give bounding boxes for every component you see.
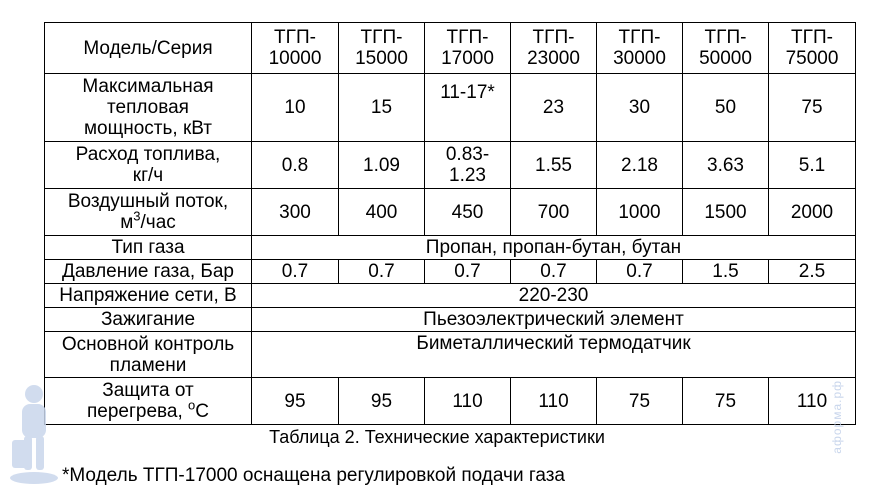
- spec-table: [44, 22, 856, 425]
- model-cell: [683, 23, 769, 74]
- model-number: 50000: [699, 48, 752, 69]
- voltage-label: Напряжение сети, В: [45, 284, 252, 308]
- value-cell: 700: [511, 189, 597, 236]
- airflow-row: [45, 189, 856, 236]
- value-cell: 5.1: [769, 142, 856, 189]
- value-cell: 0.7: [425, 260, 511, 284]
- model-prefix: ТГП-: [360, 27, 403, 48]
- value-cell: 95: [252, 378, 339, 425]
- overheat-label: Защита от перегрева, $^о$С: [45, 378, 252, 425]
- power-label: Максимальная тепловая мощность, кВт: [45, 74, 252, 142]
- model-cell: [252, 23, 339, 74]
- overheat-row: [45, 378, 856, 425]
- value-cell: 400: [339, 189, 425, 236]
- value-cell: 95: [339, 378, 425, 425]
- value-cell: 2.18: [597, 142, 683, 189]
- worker-figure-icon: [4, 380, 64, 490]
- model-prefix: ТГП-: [704, 27, 747, 48]
- value-cell: 450: [425, 189, 511, 236]
- value-cell: 10: [252, 74, 339, 142]
- gas-type-label: Тип газа: [45, 236, 252, 260]
- value-cell: 110: [425, 378, 511, 425]
- model-number: 10000: [268, 48, 322, 69]
- value-cell: 110: [769, 378, 856, 425]
- flame-control-row: [45, 332, 856, 378]
- value-cell: 1000: [597, 189, 683, 236]
- voltage-row: [45, 284, 856, 308]
- value-cell: 75: [597, 378, 683, 425]
- pressure-row: [45, 260, 856, 284]
- value-cell: 2.5: [769, 260, 856, 284]
- pressure-label: Давление газа, Бар: [45, 260, 252, 284]
- flame-control-value: Биметаллический термодатчик: [252, 332, 856, 378]
- value-cell: 0.83- 1.23: [425, 142, 511, 189]
- value-cell: 110: [511, 378, 597, 425]
- value-cell: 30: [597, 74, 683, 142]
- model-number: 17000: [441, 48, 494, 69]
- value-cell: 0.7: [597, 260, 683, 284]
- fuel-row: [45, 142, 856, 189]
- fuel-label: Расход топлива, кг/ч: [45, 142, 252, 189]
- model-prefix: ТГП-: [791, 27, 833, 48]
- value-cell: 1.55: [511, 142, 597, 189]
- gas-type-row: [45, 236, 856, 260]
- flame-control-label: Основной контроль пламени: [45, 332, 252, 378]
- value-cell: 15: [339, 74, 425, 142]
- gas-type-value: Пропан, пропан-бутан, бутан: [252, 236, 856, 260]
- value-cell: 3.63: [683, 142, 769, 189]
- value-cell: 300: [252, 189, 339, 236]
- ignition-row: [45, 308, 856, 332]
- value-cell: 50: [683, 74, 769, 142]
- value-cell: 0.7: [339, 260, 425, 284]
- value-cell: 1.5: [683, 260, 769, 284]
- model-cell: [511, 23, 597, 74]
- model-number: 23000: [527, 48, 580, 69]
- voltage-value: 220-230: [252, 284, 856, 308]
- model-cell: [339, 23, 425, 74]
- ignition-label: Зажигание: [45, 308, 252, 332]
- model-number: 30000: [613, 48, 666, 69]
- model-number: 15000: [355, 48, 408, 69]
- model-prefix: ТГП-: [274, 27, 316, 48]
- value-cell: 75: [683, 378, 769, 425]
- model-prefix: ТГП-: [446, 27, 489, 48]
- model-prefix: ТГП-: [618, 27, 661, 48]
- footnote: *Модель ТГП-17000 оснащена регулировкой подачи газа: [62, 465, 565, 486]
- model-number: 75000: [785, 48, 839, 69]
- value-cell: 11-17*: [425, 74, 511, 142]
- header-label: Модель/Серия: [45, 23, 252, 74]
- header-row: [45, 23, 856, 74]
- value-cell: 0.7: [511, 260, 597, 284]
- value-cell: 0.7: [252, 260, 339, 284]
- model-cell: [425, 23, 511, 74]
- table-caption: Таблица 2. Технические характеристики: [269, 427, 605, 447]
- airflow-label: Воздушный поток, $м^3$/час: [45, 189, 252, 236]
- value-cell: 23: [511, 74, 597, 142]
- value-cell: 1500: [683, 189, 769, 236]
- power-row: [45, 74, 856, 142]
- value-cell: 75: [769, 74, 856, 142]
- value-cell: 2000: [769, 189, 856, 236]
- model-prefix: ТГП-: [532, 27, 575, 48]
- watermark-text: аформа.рф: [830, 380, 844, 454]
- ignition-value: Пьезоэлектрический элемент: [252, 308, 856, 332]
- value-cell: 0.8: [252, 142, 339, 189]
- value-cell: 1.09: [339, 142, 425, 189]
- model-cell: [769, 23, 856, 74]
- model-cell: [597, 23, 683, 74]
